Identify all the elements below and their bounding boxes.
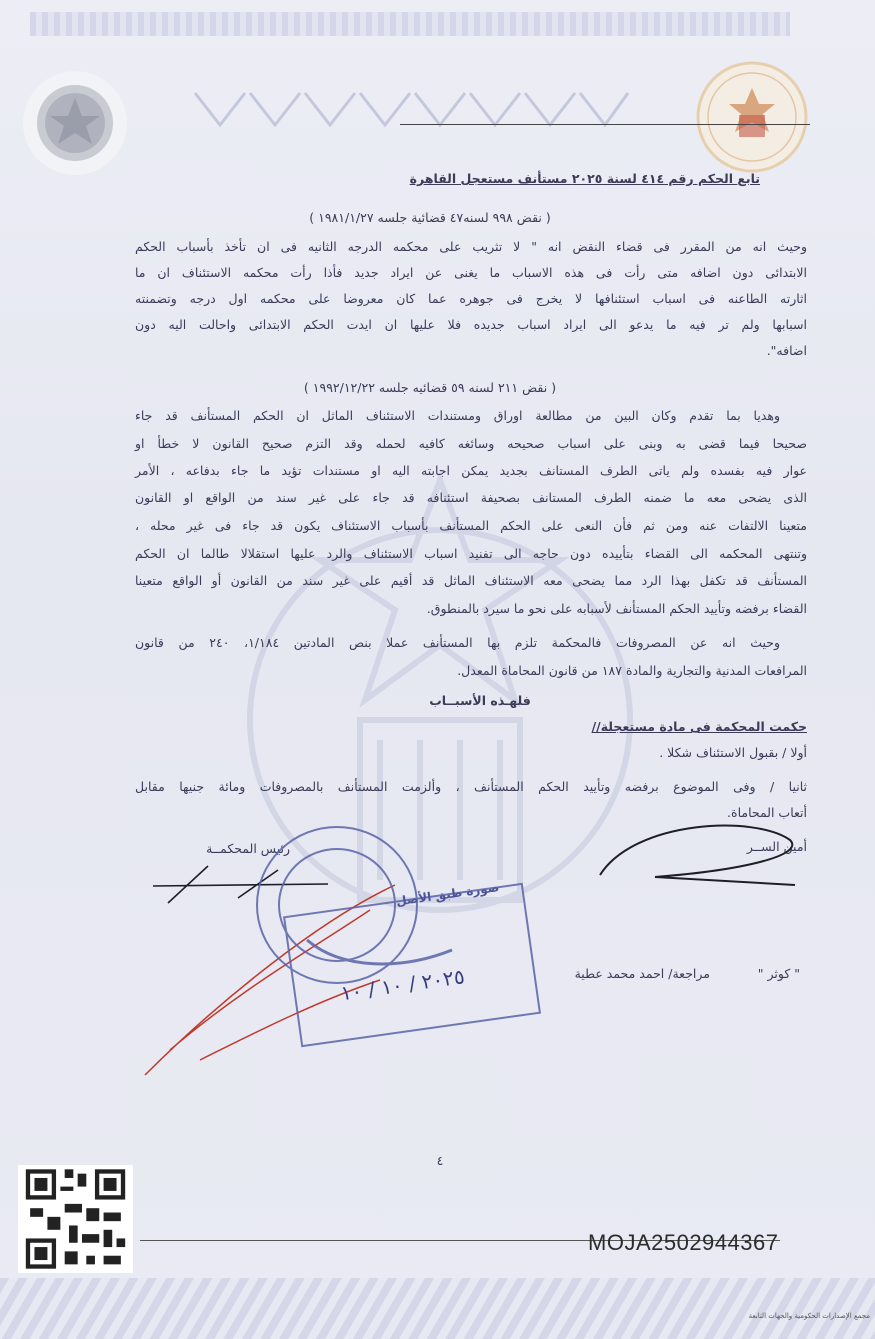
- security-band-bottom: [0, 1278, 875, 1339]
- citation-1: ( نقض ٩٩٨ لسنه٤٧ قضائية جلسه ١٩٨١/١/٢٧ ): [309, 210, 551, 225]
- ruling-heading: حكمت المحكمة فى مادة مستعجلة//: [591, 719, 807, 734]
- footer-note: مجمع الإصدارات الحكومية والجهات التابعة: [748, 1312, 870, 1320]
- paragraph-1-line: اضافه".: [766, 343, 807, 358]
- secretary-signature: [595, 815, 805, 890]
- ruling-2-line: ثانيا / وفى الموضوع برفضه وتأييد الحكم المستأنف ، وألزمت المستأنف بالمصروفات ومائة جنيها مقابل: [135, 779, 807, 794]
- paragraph-2-line: القضاء برفضه وتأييد الحكم المستأنف لأسبابه على نحو ما سيرد بالمنطوق.: [426, 601, 807, 616]
- stamp-date: ٢٠٢٥ / ١٠ / ١٠: [339, 964, 467, 1006]
- watermark-pattern: [190, 85, 630, 129]
- hologram-seal: [20, 68, 130, 178]
- paragraph-2-line: متعينا الالتفات عنه ومن ثم فأن النعى على الحكم المستأنف بأسباب الاستئناف يكون قد جاء فى غير محله ،: [135, 518, 807, 533]
- paragraph-2-line: صحيحا فيما قضى به وبنى على اسباب صحيحه وسائغه كافيه لحمله وقد التزم صحيح القانون لا خطأ او: [135, 436, 807, 451]
- qr-code: [18, 1165, 133, 1273]
- court-stamp: [252, 820, 552, 1080]
- paragraph-2-line: وتنتهى المحكمه الى القضاء بتأييده دون حاجه الى تفنيد اسباب الاستئناف والرد عليها استقلالا طالما ان الحكم: [135, 546, 807, 561]
- page-number: ٤: [436, 1153, 444, 1168]
- paragraph-1-line: الابتدائى دون اضافه متى رأت فى هذه الاسباب ما يغنى عن ايراد جديد فأذا رأت محكمه الاستئناف ان ما: [135, 265, 807, 280]
- secretary-label: أمين الســر: [746, 839, 807, 854]
- paragraph-1-line: اثارته الطاعنه فى اسباب استئنافها لا يخرج فى جوهره عما كان معروضا على محكمه اول درجه وتضمنته: [135, 291, 807, 306]
- paragraph-1-line: اسبابها ولم تر فيه ما يدعو الى ايراد اسباب جديده فلا عليها ان ايدت الحكم الابتدائى واحالت اليه دون: [135, 317, 807, 332]
- reviewer-label: مراجعة/ احمد محمد عطية: [574, 966, 710, 981]
- ruling-1: أولا / بقبول الاستئناف شكلا .: [659, 745, 807, 760]
- citation-2: ( نقض ٢١١ لسنه ٥٩ قضائيه جلسه ١٩٩٢/١٢/٢٢ ): [303, 380, 557, 395]
- paragraph-2-line: الذى يضحى معه ما ضمنه الطرف المستانف بصحيفة استئنافه قد جاء على غير سند من الواقع او القانون: [135, 490, 807, 505]
- ministry-emblem: [695, 60, 810, 175]
- paragraph-1-line: وحيث انه من المقرر فى قضاء النقض انه " لا تثريب على محكمه الدرجه الثانيه فى ان تأخذ بأسباب الحكم: [135, 239, 807, 254]
- paragraph-3-line: وحيث انه عن المصروفات فالمحكمة تلزم بها المستأنف عملا بنص المادتين ١/١٨٤، ٢٤٠ من قانون: [135, 635, 781, 650]
- paragraph-2-line: وهديا بما تقدم وكان البين من مطالعة اوراق ومستندات الاستئناف الماثل ان الحكم المستأنف قد جاء: [135, 408, 780, 423]
- document-title: تابع الحكم رقم ٤١٤ لسنة ٢٠٢٥ مستأنف مستعجل القاهرة: [409, 171, 760, 186]
- paragraph-2-line: عوار فيه بفسده ولم ياتى الطرف المستانف بجديد يمكن اجابته اليه او مستندات تؤيد ما جاء بدفاعه ، الأمر: [135, 463, 807, 478]
- security-band-top: [30, 12, 790, 36]
- barcode-text: MOJA2502944367: [588, 1230, 779, 1255]
- president-label: رئيس المحكمــة: [206, 841, 290, 856]
- ruling-2-line: أتعاب المحاماة.: [727, 805, 807, 820]
- stamp-title: صورة طبق الأصل: [395, 880, 501, 909]
- header-rule: [400, 124, 810, 125]
- paragraph-2-line: المستأنف قد تكفل بهذا الرد مما يضحى معه الاستئناف الماثل قد أقيم على غير سند من القانون أو الواقع متعينا: [135, 573, 807, 588]
- paragraph-3-line: المرافعات المدنية والتجارية والمادة ١٨٧ من قانون المحاماة المعدل.: [457, 663, 807, 678]
- reasons-heading: فلهـذه الأسبــاب: [429, 693, 531, 708]
- typist-label: " كوثر ": [757, 966, 800, 981]
